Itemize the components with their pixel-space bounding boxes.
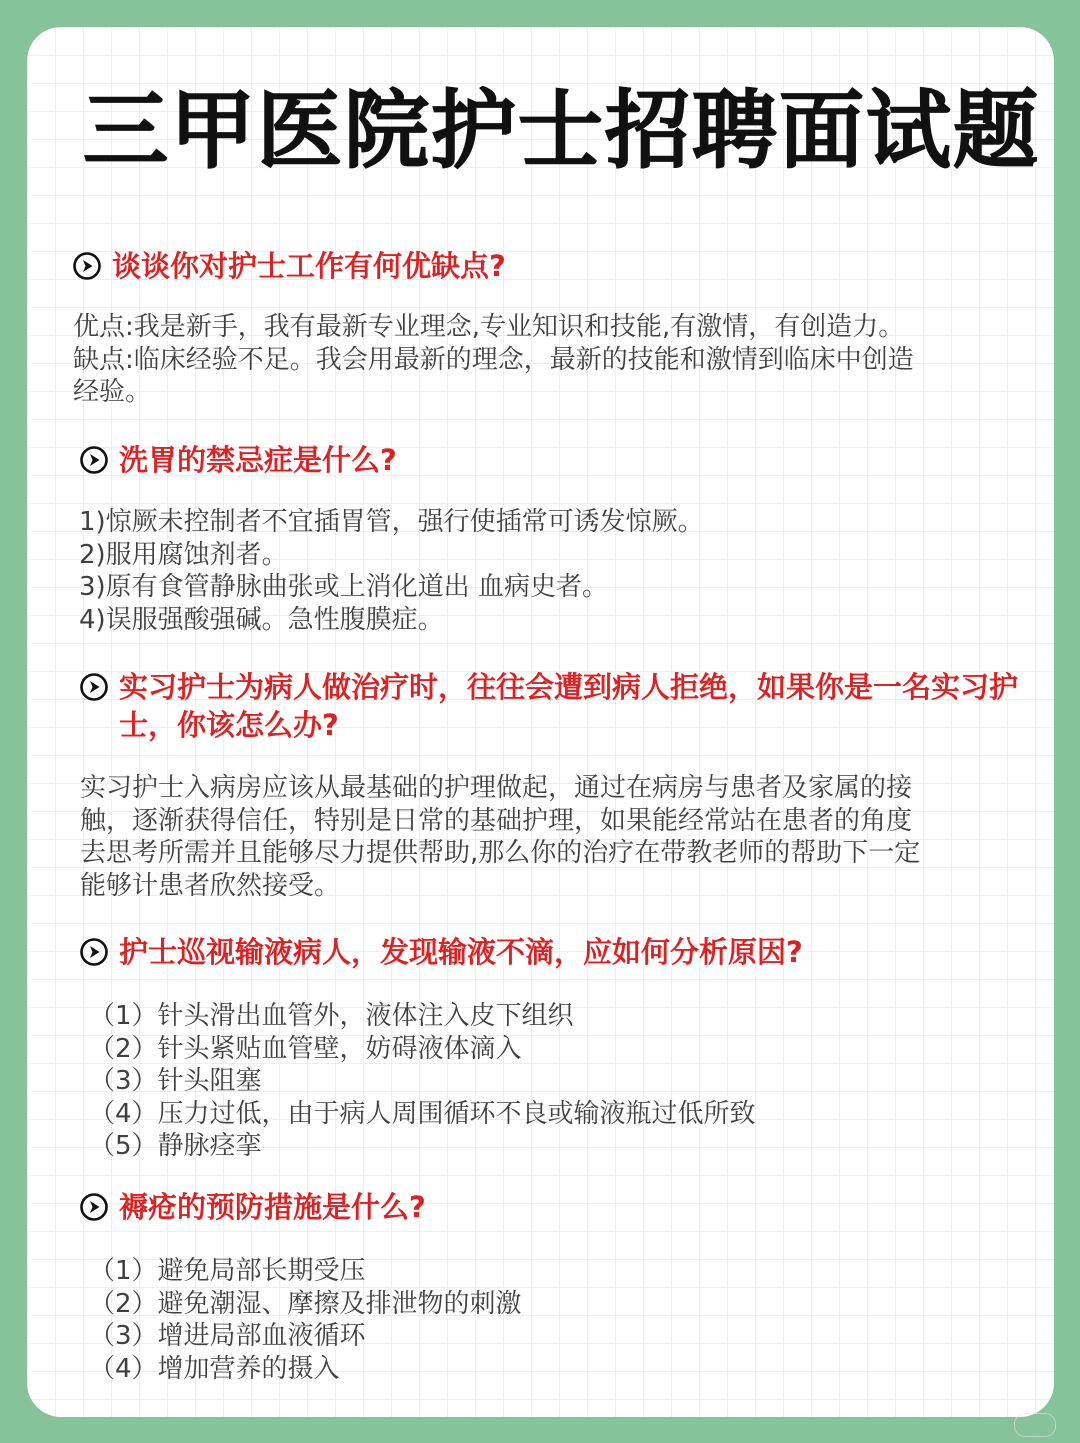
arrow-circle-icon (72, 251, 102, 281)
arrow-circle-icon (79, 937, 109, 967)
answer-line: （3）针头阻塞 (89, 1066, 262, 1096)
question-text: 实习护士为病人做治疗时，往往会遭到病人拒绝，如果你是一名实习护士，你该怎么办? (119, 670, 1019, 742)
answer-4 (89, 1000, 756, 1163)
watermark (1014, 1413, 1056, 1437)
answer-line: 3)原有食管静脉曲张或上消化道出 血病史者。 (79, 572, 608, 602)
answer-line: （4）压力过低，由于病人周围循环不良或输液瓶过低所致 (89, 1098, 756, 1129)
question-text: 洗胃的禁忌症是什么? (119, 443, 397, 477)
answer-1 (73, 311, 914, 409)
question-text: 谈谈你对护士工作有何优缺点? (112, 249, 506, 283)
answer-line: （3）增进局部血液循环 (89, 1321, 366, 1351)
question-3 (79, 668, 1031, 744)
answer-line: 实习护士入病房应该从最基础的护理做起，通过在病房与患者及家属的接 (80, 773, 913, 803)
question-5 (79, 1188, 426, 1226)
answer-line: 能够计患者欣然接受。 (80, 870, 341, 901)
answer-line: 2)服用腐蚀剂者。 (79, 539, 288, 570)
answer-line: （1）针头滑出血管外，液体注入皮下组织 (89, 1001, 574, 1031)
answer-line: 4)误服强酸强碱。急性腹膜症。 (79, 604, 444, 635)
answer-3 (80, 772, 920, 902)
answer-line: （5）静脉痉挛 (89, 1131, 262, 1161)
question-4 (79, 933, 803, 971)
question-2 (79, 441, 397, 479)
question-text: 护士巡视输液病人，发现输液不滴，应如何分析原因? (119, 935, 803, 969)
answer-line: 缺点:临床经验不足。我会用最新的理念，最新的技能和激情到临床中创造 (73, 344, 914, 375)
answer-line: （4）增加营养的摄入 (89, 1353, 340, 1384)
answer-5 (89, 1255, 522, 1385)
answer-line: （2）针头紧贴血管壁，妨碍液体滴入 (89, 1033, 522, 1064)
answer-line: 1)惊厥未控制者不宜插胃管，强行使插常可诱发惊厥。 (79, 507, 704, 537)
answer-line: 触，逐渐获得信任，特别是日常的基础护理，如果能经常站在患者的角度 (80, 805, 913, 836)
content-card (27, 27, 1054, 1417)
answer-2 (79, 506, 704, 636)
answer-line: 经验。 (73, 377, 152, 407)
arrow-circle-icon (79, 672, 109, 702)
answer-line: （1）避免局部长期受压 (89, 1256, 366, 1286)
answer-line: （2）避免潮湿、摩擦及排泄物的刺激 (89, 1288, 522, 1319)
answer-line: 优点:我是新手，我有最新专业理念,专业知识和技能,有激情，有创造力。 (73, 312, 905, 342)
answer-line: 去思考所需并且能够尽力提供帮助,那么你的治疗在带教老师的帮助下一定 (80, 838, 921, 868)
question-1 (72, 247, 506, 285)
page-title: 三甲医院护士招聘面试题 (83, 82, 1041, 181)
arrow-circle-icon (79, 1192, 109, 1222)
question-text: 褥疮的预防措施是什么? (119, 1190, 426, 1224)
arrow-circle-icon (79, 445, 109, 475)
